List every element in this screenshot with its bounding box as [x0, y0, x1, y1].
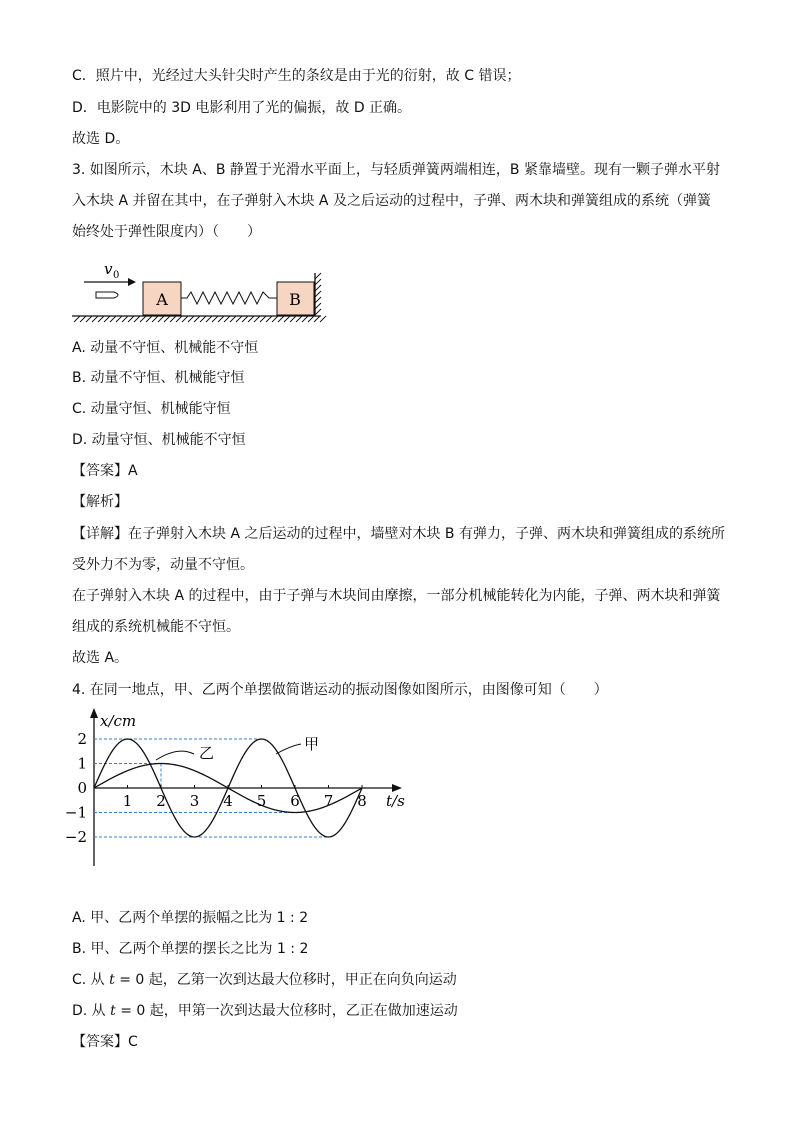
ground-hatching — [74, 316, 326, 322]
option-prefix: C. 从 — [72, 972, 110, 988]
velocity-label: v — [104, 260, 113, 278]
jia-leader-line — [276, 744, 301, 754]
q3-option-a: A. 动量不守恒、机械能不守恒 — [72, 340, 259, 356]
x-tick-label: 6 — [290, 792, 300, 810]
x-tick-label: 8 — [357, 792, 367, 810]
ground-hatch-mark — [290, 316, 296, 322]
ground-hatch-mark — [116, 316, 122, 322]
ground-hatch-mark — [320, 316, 326, 322]
ground-hatch-mark — [188, 316, 194, 322]
y-axis-arrowhead — [90, 708, 98, 718]
q2-option-c-explanation: C．照片中，光经过大头针尖时产生的条纹是由于光的衍射，故 C 错误； — [72, 68, 521, 84]
ground-hatch-mark — [92, 316, 98, 322]
variable-t: t — [109, 972, 115, 988]
ground-hatch-mark — [146, 316, 152, 322]
ground-hatch-mark — [74, 316, 80, 322]
q3-detail-line-2: 受外力不为零，动量不守恒。 — [72, 557, 254, 573]
velocity-subscript: 0 — [113, 270, 120, 281]
ground-hatch-mark — [254, 316, 260, 322]
ground-hatch-mark — [182, 316, 188, 322]
q3-option-b: B. 动量不守恒、机械能守恒 — [72, 370, 245, 386]
x-tick-label: 2 — [156, 792, 166, 810]
velocity-arrowhead — [128, 278, 136, 286]
answer-tag: 【答案】 — [72, 1034, 128, 1050]
ground-hatch-mark — [110, 316, 116, 322]
x-tick-label: 7 — [323, 792, 334, 810]
q3-detail-line-3: 在子弹射入木块 A 的过程中，由于子弹与木块间由摩擦，一部分机械能转化为内能，子弹、两木块和弹簧 — [72, 588, 721, 604]
ground-hatch-mark — [314, 316, 320, 322]
ground-hatch-mark — [266, 316, 272, 322]
answer-tag: 【答案】 — [72, 463, 128, 479]
q4-option-d — [72, 1001, 458, 1021]
option-prefix: D. 从 — [72, 1003, 111, 1019]
q3-final-choice: 故选 A。 — [72, 650, 129, 666]
ground-hatch-mark — [206, 316, 212, 322]
q4-option-b: B. 甲、乙两个单摆的摆长之比为 1 : 2 — [72, 941, 309, 957]
y-tick-label: 1 — [77, 754, 87, 773]
q4-option-c — [72, 970, 457, 990]
option-text: = 0 起，乙第一次到达最大位移时，甲正在向负向运动 — [114, 972, 457, 988]
y-tick-label: −2 — [64, 828, 87, 846]
block-b-label: B — [289, 290, 301, 309]
x-tick-label: 5 — [256, 792, 267, 810]
y-axis-label: x/cm — [100, 712, 137, 730]
ground-hatch-mark — [272, 316, 278, 322]
x-tick-label: 4 — [223, 792, 233, 810]
wall-hatching — [315, 273, 321, 315]
ground-hatch-mark — [284, 316, 290, 322]
q4-stem: 4. 在同一地点，甲、乙两个单摆做简谐运动的振动图像如图所示，由图像可知（ ） — [72, 682, 608, 698]
bullet-shape — [96, 292, 118, 298]
ground-hatch-mark — [218, 316, 224, 322]
option-text: = 0 起，甲第一次到达最大位移时，乙正在做加速运动 — [115, 1003, 458, 1019]
ground-hatch-mark — [152, 316, 158, 322]
yi-label: 乙 — [199, 744, 215, 762]
q3-option-d: D. 动量守恒、机械能不守恒 — [72, 432, 246, 448]
y-tick-label: 0 — [77, 779, 87, 797]
ground-hatch-mark — [242, 316, 248, 322]
answer-value: C — [128, 1034, 138, 1050]
ground-hatch-mark — [122, 316, 128, 322]
ground-hatch-mark — [158, 316, 164, 322]
q3-detail-line-1 — [72, 524, 725, 544]
yi-leader-line — [156, 751, 194, 760]
ground-hatch-mark — [140, 316, 146, 322]
ground-hatch-mark — [200, 316, 206, 322]
detail-tag: 【详解】 — [72, 526, 128, 542]
ground-hatch-mark — [212, 316, 218, 322]
ground-hatch-mark — [278, 316, 284, 322]
ground-hatch-mark — [260, 316, 266, 322]
ground-hatch-mark — [236, 316, 242, 322]
ground-hatch-mark — [128, 316, 134, 322]
x-tick-label: 3 — [189, 792, 200, 810]
ground-hatch-mark — [104, 316, 110, 322]
ground-hatch-mark — [80, 316, 86, 322]
y-tick-label: −1 — [64, 803, 87, 822]
q3-answer — [72, 461, 138, 481]
block-a-label: A — [156, 290, 168, 309]
ground-hatch-mark — [86, 316, 92, 322]
ground-hatch-mark — [164, 316, 170, 322]
ground-hatch-mark — [308, 316, 314, 322]
x-tick-label: 1 — [122, 792, 133, 810]
ground-hatch-mark — [248, 316, 254, 322]
ground-hatch-mark — [170, 316, 176, 322]
q4-answer — [72, 1032, 138, 1052]
ground-hatch-mark — [296, 316, 302, 322]
x-axis-arrowhead — [392, 784, 402, 792]
ground-hatch-mark — [134, 316, 140, 322]
ground-hatch-mark — [230, 316, 236, 322]
q4-vibration-graph — [60, 706, 410, 871]
q3-option-c: C. 动量守恒、机械能守恒 — [72, 401, 231, 417]
q3-detail-line-4: 组成的系统机械能不守恒。 — [72, 619, 240, 635]
q2-final-choice: 故选 D。 — [72, 131, 130, 147]
ground-hatch-mark — [98, 316, 104, 322]
detail-text: 在子弹射入木块 A 之后运动的过程中，墙壁对木块 B 有弹力，子弹、两木块和弹簧组成的系统所 — [128, 526, 725, 542]
q3-analysis-tag: 【解析】 — [72, 494, 128, 510]
q3-stem-line-3: 始终处于弹性限度内）（ ） — [72, 224, 261, 240]
q2-option-d-explanation: D．电影院中的 3D 电影利用了光的偏振，故 D 正确。 — [72, 100, 412, 116]
q4-option-a: A. 甲、乙两个单摆的振幅之比为 1 : 2 — [72, 910, 309, 926]
ground-hatch-mark — [224, 316, 230, 322]
jia-label: 甲 — [304, 735, 320, 753]
ground-hatch-mark — [302, 316, 308, 322]
q3-stem-line-2: 入木块 A 并留在其中，在子弹射入木块 A 及之后运动的过程中，子弹、两木块和弹簧组成的系统（弹簧 — [72, 193, 711, 209]
q3-stem-line-1: 3. 如图所示，木块 A、B 静置于光滑水平面上，与轻质弹簧两端相连，B 紧靠墙壁。现有一颗子弹水平射 — [72, 162, 720, 178]
variable-t: t — [110, 1003, 116, 1019]
ground-hatch-mark — [194, 316, 200, 322]
q3-figure — [70, 255, 330, 325]
x-axis-label: t/s — [386, 792, 405, 810]
y-tick-label: 2 — [77, 730, 87, 748]
spring — [181, 292, 277, 304]
ground-hatch-mark — [176, 316, 182, 322]
answer-value: A — [128, 463, 138, 479]
